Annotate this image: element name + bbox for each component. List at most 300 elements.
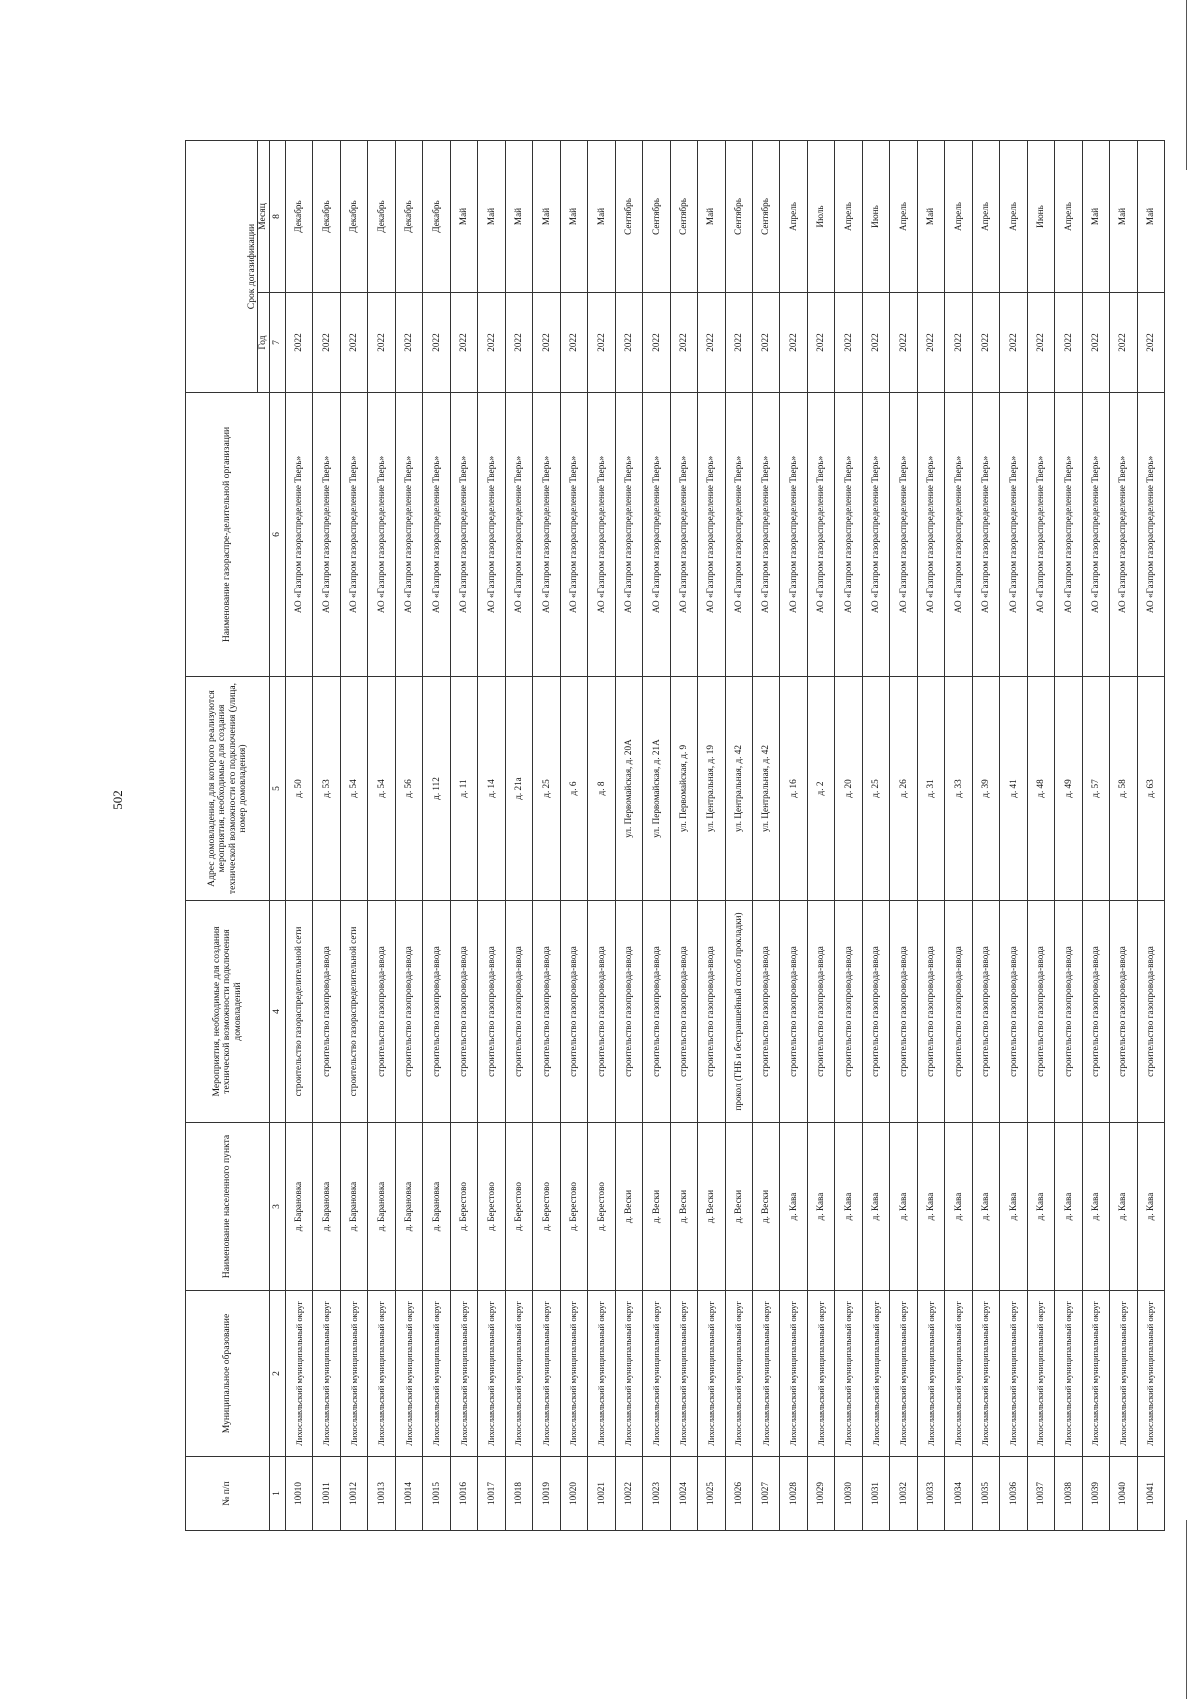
gasification-table: [185, 140, 1165, 1531]
cell-gas-org: АО «Газпром газораспределение Тверь»: [505, 393, 532, 677]
cell-address: д. 49: [1055, 677, 1082, 901]
cell-gas-org: АО «Газпром газораспределение Тверь»: [1055, 393, 1082, 677]
column-number: 8: [270, 141, 286, 293]
column-number: 3: [270, 1123, 286, 1291]
cell-month: Апрель: [890, 141, 917, 293]
table-row: [752, 141, 779, 1531]
cell-gas-org: АО «Газпром газораспределение Тверь»: [368, 393, 395, 677]
cell-municipality: Лихославльский муниципальный округ: [313, 1291, 340, 1457]
cell-settlement: д. Кава: [1082, 1123, 1109, 1291]
cell-settlement: д. Кава: [1110, 1123, 1137, 1291]
cell-address: д. 25: [862, 677, 889, 901]
cell-measure: строительство газопровода-ввода: [505, 901, 532, 1123]
cell-settlement: д. Кава: [862, 1123, 889, 1291]
cell-settlement: д. Берестово: [478, 1123, 505, 1291]
cell-row-number: 10017: [478, 1457, 505, 1531]
cell-month: Декабрь: [313, 141, 340, 293]
cell-settlement: д. Барановка: [313, 1123, 340, 1291]
header-year: Год: [258, 293, 270, 393]
table-row: [698, 141, 725, 1531]
cell-year: 2022: [533, 293, 560, 393]
table-row: [1082, 141, 1109, 1531]
cell-month: Апрель: [972, 141, 999, 293]
cell-settlement: д. Барановка: [340, 1123, 367, 1291]
column-number: 7: [270, 293, 286, 393]
cell-gas-org: АО «Газпром газораспределение Тверь»: [945, 393, 972, 677]
header-municipality: Муниципальное образование: [186, 1291, 270, 1457]
cell-row-number: 10035: [972, 1457, 999, 1531]
cell-municipality: Лихославльский муниципальный округ: [972, 1291, 999, 1457]
column-number: 4: [270, 901, 286, 1123]
cell-municipality: Лихославльский муниципальный округ: [478, 1291, 505, 1457]
cell-gas-org: АО «Газпром газораспределение Тверь»: [395, 393, 422, 677]
cell-year: 2022: [478, 293, 505, 393]
cell-municipality: Лихославльский муниципальный округ: [1027, 1291, 1054, 1457]
cell-year: 2022: [560, 293, 587, 393]
cell-address: д. 16: [780, 677, 807, 901]
cell-row-number: 10021: [588, 1457, 615, 1531]
table-row: [1027, 141, 1054, 1531]
cell-gas-org: АО «Газпром газораспределение Тверь»: [917, 393, 944, 677]
rotated-table-container: [185, 141, 1165, 1531]
table-row: [890, 141, 917, 1531]
cell-address: ул. Центральная, д. 19: [698, 677, 725, 901]
cell-row-number: 10022: [615, 1457, 642, 1531]
table-row: [505, 141, 532, 1531]
cell-gas-org: АО «Газпром газораспределение Тверь»: [423, 393, 450, 677]
cell-municipality: Лихославльский муниципальный округ: [368, 1291, 395, 1457]
cell-row-number: 10040: [1110, 1457, 1137, 1531]
cell-gas-org: АО «Газпром газораспределение Тверь»: [533, 393, 560, 677]
cell-year: 2022: [752, 293, 779, 393]
cell-month: Декабрь: [368, 141, 395, 293]
column-number: 2: [270, 1291, 286, 1457]
cell-month: Май: [1110, 141, 1137, 293]
cell-address: ул. Первомайская, д. 9: [670, 677, 697, 901]
cell-address: д. 41: [1000, 677, 1027, 901]
cell-row-number: 10026: [725, 1457, 752, 1531]
cell-settlement: д. Кава: [807, 1123, 834, 1291]
cell-measure: строительство газопровода-ввода: [533, 901, 560, 1123]
cell-gas-org: АО «Газпром газораспределение Тверь»: [1137, 393, 1164, 677]
cell-municipality: Лихославльский муниципальный округ: [423, 1291, 450, 1457]
cell-municipality: Лихославльский муниципальный округ: [890, 1291, 917, 1457]
cell-address: д. 57: [1082, 677, 1109, 901]
cell-year: 2022: [1000, 293, 1027, 393]
cell-row-number: 10034: [945, 1457, 972, 1531]
cell-gas-org: АО «Газпром газораспределение Тверь»: [340, 393, 367, 677]
table-row: [780, 141, 807, 1531]
cell-settlement: д. Вески: [752, 1123, 779, 1291]
cell-address: д. 63: [1137, 677, 1164, 901]
cell-year: 2022: [890, 293, 917, 393]
cell-measure: строительство газопровода-ввода: [917, 901, 944, 1123]
cell-measure: строительство газопровода-ввода: [1137, 901, 1164, 1123]
cell-gas-org: АО «Газпром газораспределение Тверь»: [890, 393, 917, 677]
cell-municipality: Лихославльский муниципальный округ: [1137, 1291, 1164, 1457]
cell-year: 2022: [1082, 293, 1109, 393]
cell-row-number: 10033: [917, 1457, 944, 1531]
cell-month: Сентябрь: [615, 141, 642, 293]
cell-year: 2022: [423, 293, 450, 393]
cell-year: 2022: [1137, 293, 1164, 393]
cell-month: Май: [1082, 141, 1109, 293]
cell-gas-org: АО «Газпром газораспределение Тверь»: [725, 393, 752, 677]
table-row: [835, 141, 862, 1531]
table-row: [670, 141, 697, 1531]
header-month: Месяц: [258, 141, 270, 293]
cell-address: д. 25: [533, 677, 560, 901]
cell-row-number: 10030: [835, 1457, 862, 1531]
cell-month: Декабрь: [395, 141, 422, 293]
cell-year: 2022: [972, 293, 999, 393]
cell-month: Апрель: [835, 141, 862, 293]
scan-edge-line-bottom: [1186, 1520, 1187, 1699]
cell-month: Май: [533, 141, 560, 293]
cell-settlement: д. Кава: [1000, 1123, 1027, 1291]
cell-measure: строительство газопровода-ввода: [368, 901, 395, 1123]
table-row: [395, 141, 422, 1531]
cell-gas-org: АО «Газпром газораспределение Тверь»: [313, 393, 340, 677]
header-num: № п/п: [186, 1457, 270, 1531]
table-row: [478, 141, 505, 1531]
cell-gas-org: АО «Газпром газораспределение Тверь»: [478, 393, 505, 677]
cell-year: 2022: [643, 293, 670, 393]
table-row: [972, 141, 999, 1531]
cell-gas-org: АО «Газпром газораспределение Тверь»: [752, 393, 779, 677]
cell-row-number: 10015: [423, 1457, 450, 1531]
cell-address: д. 26: [890, 677, 917, 901]
cell-address: д. 33: [945, 677, 972, 901]
cell-settlement: д. Вески: [725, 1123, 752, 1291]
cell-year: 2022: [368, 293, 395, 393]
cell-row-number: 10036: [1000, 1457, 1027, 1531]
cell-municipality: Лихославльский муниципальный округ: [1055, 1291, 1082, 1457]
cell-year: 2022: [862, 293, 889, 393]
cell-municipality: Лихославльский муниципальный округ: [917, 1291, 944, 1457]
cell-gas-org: АО «Газпром газораспределение Тверь»: [670, 393, 697, 677]
table-row: [286, 141, 313, 1531]
cell-year: 2022: [917, 293, 944, 393]
cell-address: д. 11: [450, 677, 477, 901]
cell-measure: строительство газопровода-ввода: [752, 901, 779, 1123]
cell-measure: строительство газопровода-ввода: [395, 901, 422, 1123]
cell-year: 2022: [340, 293, 367, 393]
cell-month: Май: [1137, 141, 1164, 293]
cell-month: Июль: [807, 141, 834, 293]
cell-measure: строительство газопровода-ввода: [1110, 901, 1137, 1123]
header-settlement: Наименование населенного пункта: [186, 1123, 270, 1291]
cell-municipality: Лихославльский муниципальный округ: [340, 1291, 367, 1457]
cell-row-number: 10025: [698, 1457, 725, 1531]
cell-address: д. 6: [560, 677, 587, 901]
cell-gas-org: АО «Газпром газораспределение Тверь»: [1027, 393, 1054, 677]
cell-settlement: д. Кава: [890, 1123, 917, 1291]
header-address: Адрес домовладения, для которого реализуются мероприятия, необходимые для создания технической возможности его подключения (улица, номер домовладения): [186, 677, 270, 901]
cell-address: д. 58: [1110, 677, 1137, 901]
cell-municipality: Лихославльский муниципальный округ: [862, 1291, 889, 1457]
cell-row-number: 10012: [340, 1457, 367, 1531]
cell-year: 2022: [1055, 293, 1082, 393]
cell-year: 2022: [615, 293, 642, 393]
cell-year: 2022: [780, 293, 807, 393]
cell-gas-org: АО «Газпром газораспределение Тверь»: [1000, 393, 1027, 677]
cell-measure: строительство газопровода-ввода: [807, 901, 834, 1123]
column-number: 1: [270, 1457, 286, 1531]
cell-address: д. 56: [395, 677, 422, 901]
cell-municipality: Лихославльский муниципальный округ: [752, 1291, 779, 1457]
header-deadline: Срок догазификации: [186, 141, 258, 393]
column-number-row: [270, 141, 286, 1531]
cell-row-number: 10041: [1137, 1457, 1164, 1531]
cell-municipality: Лихославльский муниципальный округ: [1110, 1291, 1137, 1457]
cell-settlement: д. Берестово: [533, 1123, 560, 1291]
cell-municipality: Лихославльский муниципальный округ: [835, 1291, 862, 1457]
table-row: [1110, 141, 1137, 1531]
cell-year: 2022: [505, 293, 532, 393]
cell-municipality: Лихославльский муниципальный округ: [533, 1291, 560, 1457]
cell-measure: строительство газопровода-ввода: [862, 901, 889, 1123]
cell-settlement: д. Кава: [1027, 1123, 1054, 1291]
cell-measure: строительство газопровода-ввода: [1027, 901, 1054, 1123]
cell-year: 2022: [313, 293, 340, 393]
cell-year: 2022: [807, 293, 834, 393]
cell-gas-org: АО «Газпром газораспределение Тверь»: [698, 393, 725, 677]
cell-address: ул. Первомайская, д. 20А: [615, 677, 642, 901]
cell-measure: строительство газопровода-ввода: [615, 901, 642, 1123]
cell-row-number: 10019: [533, 1457, 560, 1531]
cell-row-number: 10039: [1082, 1457, 1109, 1531]
cell-settlement: д. Барановка: [423, 1123, 450, 1291]
cell-measure: строительство газопровода-ввода: [780, 901, 807, 1123]
cell-year: 2022: [450, 293, 477, 393]
cell-year: 2022: [1027, 293, 1054, 393]
table-row: [643, 141, 670, 1531]
cell-municipality: Лихославльский муниципальный округ: [615, 1291, 642, 1457]
cell-measure: строительство газопровода-ввода: [1000, 901, 1027, 1123]
cell-gas-org: АО «Газпром газораспределение Тверь»: [560, 393, 587, 677]
cell-measure: строительство газопровода-ввода: [972, 901, 999, 1123]
cell-month: Апрель: [945, 141, 972, 293]
cell-address: д. 20: [835, 677, 862, 901]
cell-address: д. 54: [368, 677, 395, 901]
cell-address: д. 53: [313, 677, 340, 901]
cell-settlement: д. Берестово: [450, 1123, 477, 1291]
header-gas-org: Наименование газораспре-делительной организации: [186, 393, 270, 677]
cell-municipality: Лихославльский муниципальный округ: [1000, 1291, 1027, 1457]
cell-address: д. 8: [588, 677, 615, 901]
table-row: [450, 141, 477, 1531]
cell-year: 2022: [670, 293, 697, 393]
cell-municipality: Лихославльский муниципальный округ: [643, 1291, 670, 1457]
cell-row-number: 10029: [807, 1457, 834, 1531]
cell-month: Декабрь: [286, 141, 313, 293]
cell-gas-org: АО «Газпром газораспределение Тверь»: [862, 393, 889, 677]
cell-municipality: Лихославльский муниципальный округ: [780, 1291, 807, 1457]
cell-month: Май: [560, 141, 587, 293]
cell-measure: строительство газопровода-ввода: [698, 901, 725, 1123]
cell-month: Сентябрь: [670, 141, 697, 293]
cell-month: Сентябрь: [725, 141, 752, 293]
cell-settlement: д. Барановка: [368, 1123, 395, 1291]
cell-municipality: Лихославльский муниципальный округ: [450, 1291, 477, 1457]
table-row: [560, 141, 587, 1531]
cell-row-number: 10014: [395, 1457, 422, 1531]
cell-address: ул. Центральная, д. 42: [752, 677, 779, 901]
cell-year: 2022: [588, 293, 615, 393]
cell-month: Апрель: [1000, 141, 1027, 293]
cell-row-number: 10038: [1055, 1457, 1082, 1531]
cell-address: д. 48: [1027, 677, 1054, 901]
table-body: [286, 141, 1165, 1531]
cell-month: Май: [450, 141, 477, 293]
cell-measure: строительство газопровода-ввода: [588, 901, 615, 1123]
table-row: [313, 141, 340, 1531]
cell-row-number: 10037: [1027, 1457, 1054, 1531]
cell-settlement: д. Вески: [615, 1123, 642, 1291]
cell-settlement: д. Берестово: [560, 1123, 587, 1291]
cell-municipality: Лихославльский муниципальный округ: [588, 1291, 615, 1457]
cell-address: д. 50: [286, 677, 313, 901]
table-row: [588, 141, 615, 1531]
cell-address: д. 2: [807, 677, 834, 901]
cell-gas-org: АО «Газпром газораспределение Тверь»: [588, 393, 615, 677]
cell-settlement: д. Кава: [1137, 1123, 1164, 1291]
cell-settlement: д. Барановка: [286, 1123, 313, 1291]
table-row: [1055, 141, 1082, 1531]
cell-row-number: 10024: [670, 1457, 697, 1531]
page-number: 502: [110, 790, 125, 810]
cell-gas-org: АО «Газпром газораспределение Тверь»: [1110, 393, 1137, 677]
cell-row-number: 10011: [313, 1457, 340, 1531]
table-row: [533, 141, 560, 1531]
cell-month: Сентябрь: [752, 141, 779, 293]
cell-municipality: Лихославльский муниципальный округ: [670, 1291, 697, 1457]
cell-gas-org: АО «Газпром газораспределение Тверь»: [643, 393, 670, 677]
cell-row-number: 10010: [286, 1457, 313, 1531]
cell-measure: строительство газопровода-ввода: [1055, 901, 1082, 1123]
cell-gas-org: АО «Газпром газораспределение Тверь»: [450, 393, 477, 677]
table-row: [340, 141, 367, 1531]
cell-gas-org: АО «Газпром газораспределение Тверь»: [972, 393, 999, 677]
table-row: [1000, 141, 1027, 1531]
cell-municipality: Лихославльский муниципальный округ: [1082, 1291, 1109, 1457]
cell-measure: строительство газораспределительной сети: [340, 901, 367, 1123]
table-row: [862, 141, 889, 1531]
cell-measure: прокол (ГНБ и бестраншейный способ прокладки): [725, 901, 752, 1123]
table-row: [423, 141, 450, 1531]
cell-settlement: д. Вески: [670, 1123, 697, 1291]
cell-row-number: 10020: [560, 1457, 587, 1531]
cell-settlement: д. Вески: [698, 1123, 725, 1291]
scan-edge-line-top: [1186, 0, 1187, 170]
cell-address: ул. Центральная, д. 42: [725, 677, 752, 901]
cell-settlement: д. Барановка: [395, 1123, 422, 1291]
cell-gas-org: АО «Газпром газораспределение Тверь»: [615, 393, 642, 677]
cell-row-number: 10028: [780, 1457, 807, 1531]
cell-gas-org: АО «Газпром газораспределение Тверь»: [1082, 393, 1109, 677]
cell-gas-org: АО «Газпром газораспределение Тверь»: [780, 393, 807, 677]
table-row: [1137, 141, 1164, 1531]
cell-year: 2022: [945, 293, 972, 393]
cell-row-number: 10023: [643, 1457, 670, 1531]
cell-measure: строительство газопровода-ввода: [670, 901, 697, 1123]
cell-measure: строительство газопровода-ввода: [450, 901, 477, 1123]
cell-municipality: Лихославльский муниципальный округ: [560, 1291, 587, 1457]
cell-settlement: д. Кава: [917, 1123, 944, 1291]
cell-gas-org: АО «Газпром газораспределение Тверь»: [286, 393, 313, 677]
cell-settlement: д. Берестово: [588, 1123, 615, 1291]
cell-measure: строительство газопровода-ввода: [478, 901, 505, 1123]
column-number: 6: [270, 393, 286, 677]
cell-year: 2022: [698, 293, 725, 393]
cell-address: ул. Первомайская, д. 21А: [643, 677, 670, 901]
cell-municipality: Лихославльский муниципальный округ: [945, 1291, 972, 1457]
cell-address: д. 39: [972, 677, 999, 901]
cell-address: д. 31: [917, 677, 944, 901]
cell-month: Сентябрь: [643, 141, 670, 293]
cell-row-number: 10016: [450, 1457, 477, 1531]
cell-measure: строительство газопровода-ввода: [560, 901, 587, 1123]
cell-settlement: д. Вески: [643, 1123, 670, 1291]
cell-settlement: д. Кава: [1055, 1123, 1082, 1291]
cell-gas-org: АО «Газпром газораспределение Тверь»: [835, 393, 862, 677]
cell-row-number: 10018: [505, 1457, 532, 1531]
cell-row-number: 10032: [890, 1457, 917, 1531]
cell-measure: строительство газораспределительной сети: [286, 901, 313, 1123]
cell-month: Май: [588, 141, 615, 293]
cell-measure: строительство газопровода-ввода: [1082, 901, 1109, 1123]
cell-year: 2022: [1110, 293, 1137, 393]
cell-year: 2022: [835, 293, 862, 393]
header-measures: Мероприятия, необходимые для создания технической возможности подключения домовладений: [186, 901, 270, 1123]
table-row: [725, 141, 752, 1531]
cell-month: Апрель: [780, 141, 807, 293]
cell-month: Май: [505, 141, 532, 293]
cell-address: д. 112: [423, 677, 450, 901]
cell-settlement: д. Кава: [945, 1123, 972, 1291]
cell-settlement: д. Берестово: [505, 1123, 532, 1291]
cell-row-number: 10013: [368, 1457, 395, 1531]
cell-settlement: д. Кава: [835, 1123, 862, 1291]
cell-municipality: Лихославльский муниципальный округ: [725, 1291, 752, 1457]
table-row: [368, 141, 395, 1531]
cell-address: д. 14: [478, 677, 505, 901]
cell-gas-org: АО «Газпром газораспределение Тверь»: [807, 393, 834, 677]
cell-year: 2022: [725, 293, 752, 393]
cell-measure: строительство газопровода-ввода: [643, 901, 670, 1123]
cell-month: Июнь: [862, 141, 889, 293]
cell-row-number: 10027: [752, 1457, 779, 1531]
table-row: [807, 141, 834, 1531]
cell-month: Май: [478, 141, 505, 293]
table-row: [615, 141, 642, 1531]
cell-measure: строительство газопровода-ввода: [423, 901, 450, 1123]
cell-measure: строительство газопровода-ввода: [835, 901, 862, 1123]
cell-measure: строительство газопровода-ввода: [890, 901, 917, 1123]
cell-month: Декабрь: [423, 141, 450, 293]
cell-row-number: 10031: [862, 1457, 889, 1531]
cell-municipality: Лихославльский муниципальный округ: [286, 1291, 313, 1457]
cell-measure: строительство газопровода-ввода: [313, 901, 340, 1123]
cell-municipality: Лихославльский муниципальный округ: [505, 1291, 532, 1457]
cell-month: Май: [698, 141, 725, 293]
cell-month: Декабрь: [340, 141, 367, 293]
cell-municipality: Лихославльский муниципальный округ: [807, 1291, 834, 1457]
cell-month: Апрель: [1055, 141, 1082, 293]
cell-month: Июнь: [1027, 141, 1054, 293]
column-number: 5: [270, 677, 286, 901]
